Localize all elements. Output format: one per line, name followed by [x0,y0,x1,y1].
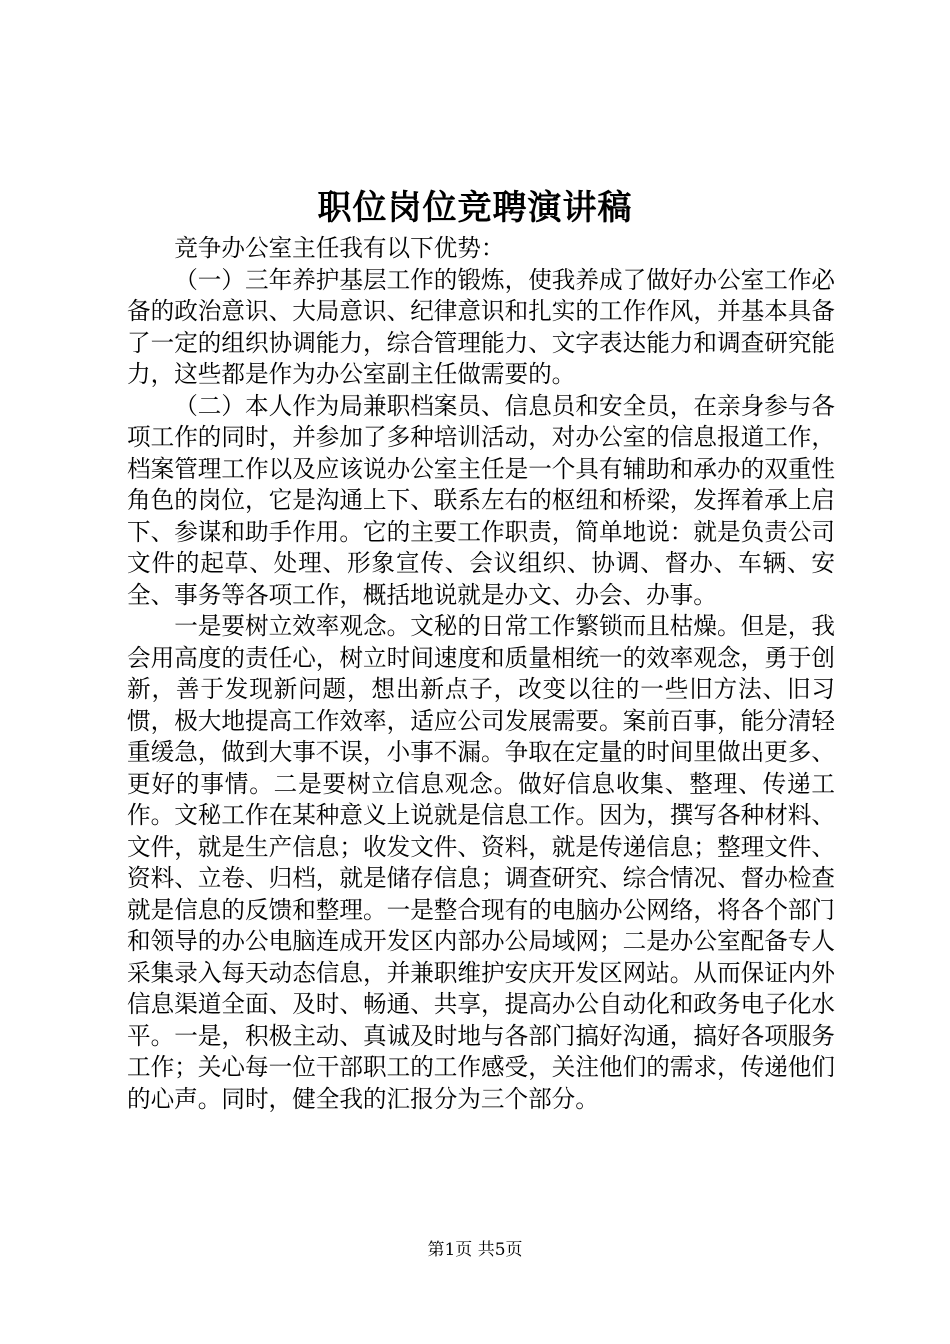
paragraph-intro: 竞争办公室主任我有以下优势： [174,234,505,262]
paragraph-advantage-two: （二）本人作为局兼职档案员、信息员和安全员，在亲身参与各项工作的同时，并参加了多种培训活动，对办公室的信息报道工作，档案管理工作以及应该说办公室主任是一个具有辅助和承办的双重性角色的岗位，它是沟通上下、联系左右的枢纽和桥梁，发挥着承上启下、参谋和助手作用。它的主要工作职责，简单地说：就是负责公司文件的起草、处理、形象宣传、会议组织、协调、督办、车辆、安全、事务等各项工作，概括地说就是办文、办会、办事。 [127,391,835,609]
page-footer: 第1页 共5页 [427,1240,523,1260]
paragraph-work-concepts: 一是要树立效率观念。文秘的日常工作繁锁而且枯燥。但是，我会用高度的责任心，树立时间速度和质量相统一的效率观念，勇于创新，善于发现新问题，想出新点子，改变以往的一些旧方法、旧习惯，极大地提高工作效率，适应公司发展需要。案前百事，能分清轻重缓急，做到大事不误，小事不漏。争取在定量的时间里做出更多、更好的事情。二是要树立信息观念。做好信息收集、整理、传递工作。文秘工作在某种意义上说就是信息工作。因为，撰写各种材料、文件，就是生产信息；收发文件、资料，就是传递信息；整理文件、资料、立卷、归档，就是储存信息；调查研究、综合情况、督办检查就是信息的反馈和整理。一是整合现有的电脑办公网络，将各个部门和领导的办公电脑连成开发区内部办公局域网；二是办公室配备专人采集录入每天动态信息，并兼职维护安庆开发区网站。从而保证内外信息渠道全面、及时、畅通、共享，提高办公自动化和政务电子化水平。一是，积极主动、真诚及时地与各部门搞好沟通，搞好各项服务工作；关心每一位干部职工的工作感受，关注他们的需求，传递他们的心声。同时，健全我的汇报分为三个部分。 [127,612,835,1113]
paragraph-advantage-one: （一）三年养护基层工作的锻炼，使我养成了做好办公室工作必备的政治意识、大局意识、纪律意识和扎实的工作作风，并基本具备了一定的组织协调能力，综合管理能力、文字表达能力和调查研究能力，这些都是作为办公室副主任做需要的。 [127,265,835,388]
page-title: 职位岗位竞聘演讲稿 [317,188,633,228]
document-body [127,233,835,1115]
